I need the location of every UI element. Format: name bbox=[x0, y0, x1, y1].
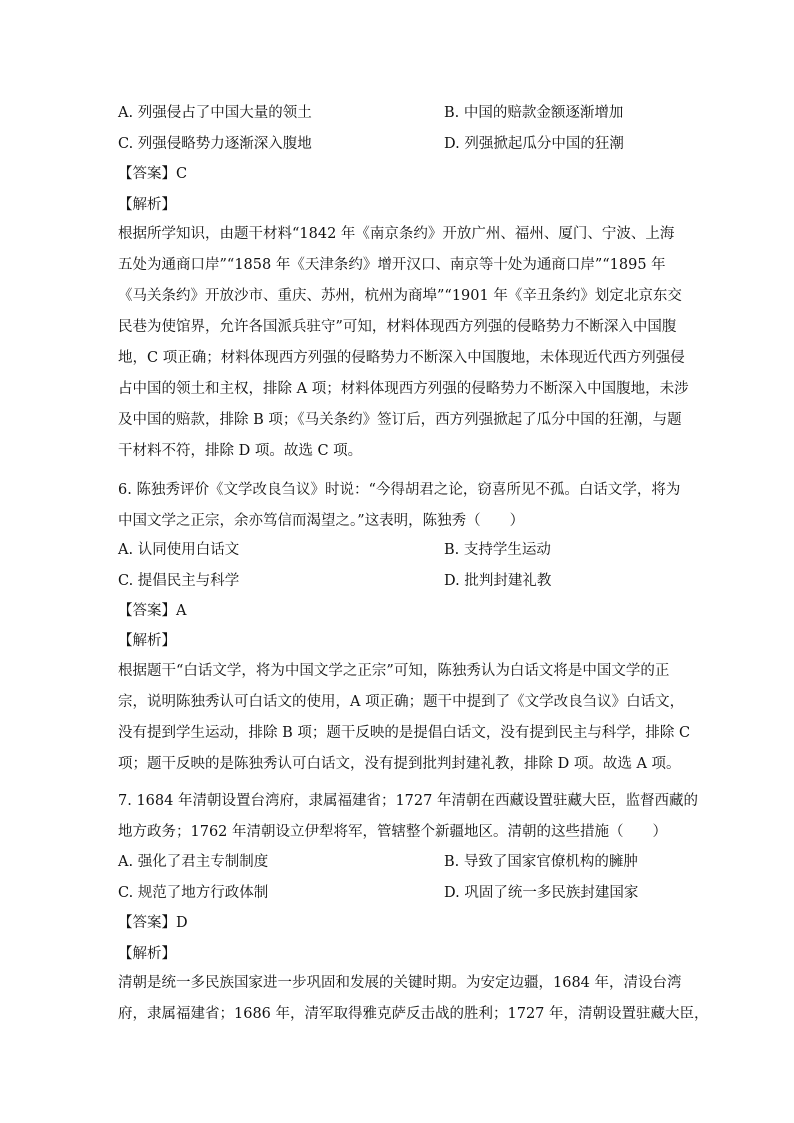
analysis-line: 《马关条约》开放沙市、重庆、苏州，杭州为商埠”“1901 年《辛丑条约》划定北京东交 bbox=[118, 288, 682, 304]
q6-option-d: D. 批判封建礼教 bbox=[444, 573, 552, 589]
analysis-line: 地，C 项正确；材料体现西方列强的侵略势力不断深入中国腹地，未体现近代西方列强侵 bbox=[118, 350, 685, 366]
q7-answer: 【答案】D bbox=[118, 915, 188, 931]
q7-option-a: A. 强化了君主专制制度 bbox=[118, 854, 269, 870]
q6-analysis-label: 【解析】 bbox=[118, 633, 176, 649]
q6-option-b: B. 支持学生运动 bbox=[444, 542, 551, 558]
q6-analysis bbox=[118, 656, 691, 780]
q7-option-c: C. 规范了地方行政体制 bbox=[118, 885, 269, 901]
question-stem-line: 6. 陈独秀评价《文学改良刍议》时说：“今得胡君之论，窃喜所见不孤。白话文学，将为 bbox=[118, 482, 681, 498]
analysis-line: 五处为通商口岸”“1858 年《天津条约》增开汉口、南京等十处为通商口岸”“1895 年 bbox=[118, 257, 666, 273]
q7-option-b: B. 导致了国家官僚机构的臃肿 bbox=[444, 854, 638, 870]
q5-option-b: B. 中国的赔款金额逐渐增加 bbox=[444, 105, 624, 121]
analysis-line: 民巷为使馆界，允许各国派兵驻守”可知，材料体现西方列强的侵略势力不断深入中国腹 bbox=[118, 319, 677, 335]
q7-analysis bbox=[118, 968, 709, 1030]
analysis-line: 府，隶属福建省；1686 年，清军取得雅克萨反击战的胜利；1727 年，清朝设置驻藏大臣， bbox=[118, 1006, 709, 1022]
q6-stem bbox=[118, 475, 681, 537]
analysis-line: 根据所学知识，由题干材料“1842 年《南京条约》开放广州、福州、厦门、宁波、上海 bbox=[118, 226, 675, 242]
analysis-line: 宗，说明陈独秀认可白话文的使用，A 项正确；题干中提到了《文学改良刍议》白话文， bbox=[118, 694, 685, 710]
q5-option-c: C. 列强侵略势力逐渐深入腹地 bbox=[118, 136, 312, 152]
q5-answer: 【答案】C bbox=[118, 166, 188, 182]
q6-option-a: A. 认同使用白话文 bbox=[118, 542, 240, 558]
analysis-line: 干材料不符，排除 D 项。故选 C 项。 bbox=[118, 443, 363, 459]
analysis-line: 占中国的领土和主权，排除 A 项；材料体现西方列强的侵略势力不断深入中国腹地，未涉 bbox=[118, 381, 689, 397]
question-stem-line: 中国文学之正宗，余亦笃信而渴望之。”这表明，陈独秀（ ） bbox=[118, 513, 525, 529]
q7-analysis-label: 【解析】 bbox=[118, 946, 176, 962]
q5-option-d: D. 列强掀起瓜分中国的狂潮 bbox=[444, 136, 624, 152]
analysis-line: 没有提到学生运动，排除 B 项；题干反映的是提倡白话文，没有提到民主与科学，排除 C bbox=[118, 725, 691, 741]
analysis-line: 及中国的赔款，排除 B 项；《马关条约》签订后，西方列强掀起了瓜分中国的狂潮，与题 bbox=[118, 412, 682, 428]
question-stem-line: 7. 1684 年清朝设置台湾府，隶属福建省；1727 年清朝在西藏设置驻藏大臣，监督西藏的 bbox=[118, 793, 698, 809]
analysis-line: 根据题干“白话文学，将为中国文学之正宗”可知，陈独秀认为白话文将是中国文学的正 bbox=[118, 663, 670, 679]
q5-option-a: A. 列强侵占了中国大量的领土 bbox=[118, 105, 312, 121]
q6-option-c: C. 提倡民主与科学 bbox=[118, 573, 240, 589]
q7-stem bbox=[118, 786, 698, 848]
q5-analysis-label: 【解析】 bbox=[118, 197, 176, 213]
question-stem-line: 地方政务；1762 年清朝设立伊犁将军，管辖整个新疆地区。清朝的这些措施（ ） bbox=[118, 824, 668, 840]
analysis-line: 项；题干反映的是陈独秀认可白话文，没有提到批判封建礼教，排除 D 项。故选 A 项。 bbox=[118, 756, 681, 772]
q7-option-d: D. 巩固了统一多民族封建国家 bbox=[444, 885, 639, 901]
q6-answer: 【答案】A bbox=[118, 603, 187, 619]
q5-analysis bbox=[118, 219, 689, 467]
analysis-line: 清朝是统一多民族国家进一步巩固和发展的关键时期。为安定边疆，1684 年，清设台湾 bbox=[118, 975, 682, 991]
